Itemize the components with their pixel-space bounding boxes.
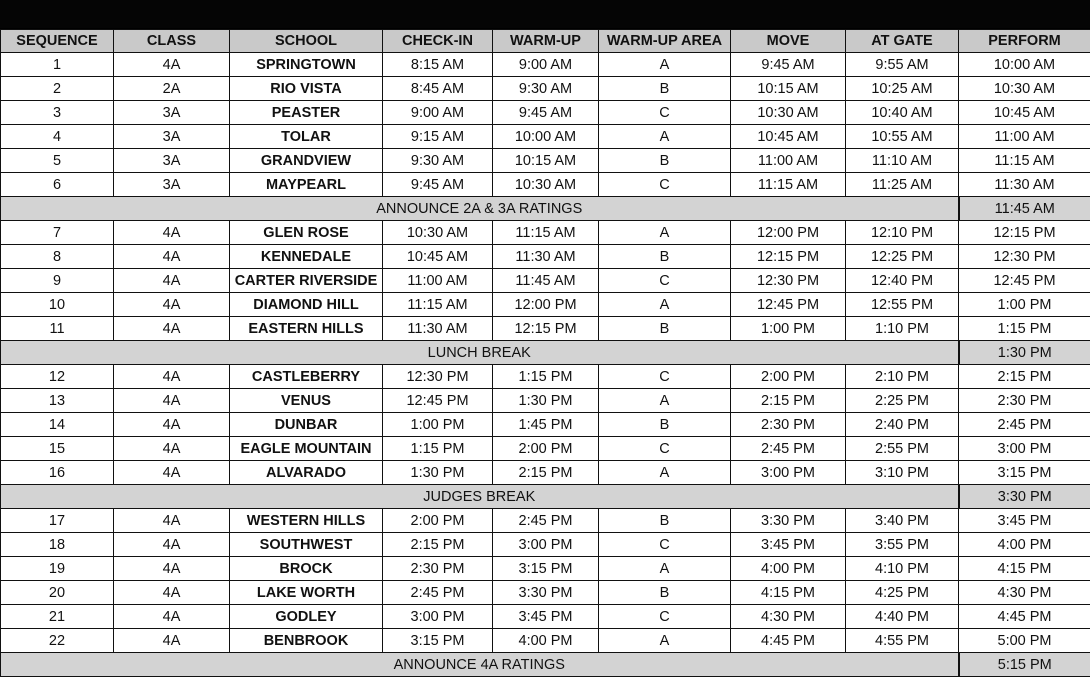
at-gate-cell: 12:25 PM: [846, 245, 959, 269]
move-cell: 11:15 AM: [731, 173, 846, 197]
move-cell: 9:45 AM: [731, 53, 846, 77]
school-cell: GODLEY: [230, 605, 383, 629]
break-row: [1, 653, 1090, 677]
perform-cell: 5:00 PM: [959, 629, 1090, 653]
school-cell: BROCK: [230, 557, 383, 581]
table-row: [1, 629, 1090, 653]
class-cell: 3A: [114, 149, 230, 173]
warm-up-cell: 9:00 AM: [493, 53, 599, 77]
table-row: [1, 149, 1090, 173]
perform-cell: 10:30 AM: [959, 77, 1090, 101]
school-cell: KENNEDALE: [230, 245, 383, 269]
school-cell: TOLAR: [230, 125, 383, 149]
move-cell: 12:15 PM: [731, 245, 846, 269]
class-cell: 2A: [114, 77, 230, 101]
move-cell: 4:45 PM: [731, 629, 846, 653]
header-warm-up: WARM-UP: [493, 30, 599, 53]
at-gate-cell: 3:10 PM: [846, 461, 959, 485]
check-in-cell: 8:15 AM: [383, 53, 493, 77]
move-cell: 4:15 PM: [731, 581, 846, 605]
header-move: MOVE: [731, 30, 846, 53]
move-cell: 10:15 AM: [731, 77, 846, 101]
class-cell: 4A: [114, 269, 230, 293]
move-cell: 12:30 PM: [731, 269, 846, 293]
class-cell: 4A: [114, 581, 230, 605]
sequence-cell: 2: [1, 77, 114, 101]
warm-up-cell: 12:00 PM: [493, 293, 599, 317]
warm-up-cell: 2:15 PM: [493, 461, 599, 485]
class-cell: 3A: [114, 101, 230, 125]
check-in-cell: 3:15 PM: [383, 629, 493, 653]
check-in-cell: 9:15 AM: [383, 125, 493, 149]
at-gate-cell: 2:55 PM: [846, 437, 959, 461]
table-row: [1, 461, 1090, 485]
at-gate-cell: 11:10 AM: [846, 149, 959, 173]
class-cell: 4A: [114, 53, 230, 77]
check-in-cell: 9:00 AM: [383, 101, 493, 125]
school-cell: BENBROOK: [230, 629, 383, 653]
move-cell: 2:00 PM: [731, 365, 846, 389]
warm-up-cell: 10:00 AM: [493, 125, 599, 149]
school-cell: RIO VISTA: [230, 77, 383, 101]
school-cell: VENUS: [230, 389, 383, 413]
school-cell: EASTERN HILLS: [230, 317, 383, 341]
class-cell: 4A: [114, 413, 230, 437]
perform-cell: 3:15 PM: [959, 461, 1090, 485]
sequence-cell: 6: [1, 173, 114, 197]
warm-up-cell: 4:00 PM: [493, 629, 599, 653]
break-label: ANNOUNCE 2A & 3A RATINGS: [1, 197, 959, 221]
warm-up-area-cell: C: [599, 605, 731, 629]
check-in-cell: 2:30 PM: [383, 557, 493, 581]
break-time: 5:15 PM: [959, 653, 1090, 677]
move-cell: 3:30 PM: [731, 509, 846, 533]
check-in-cell: 10:45 AM: [383, 245, 493, 269]
check-in-cell: 9:45 AM: [383, 173, 493, 197]
move-cell: 3:00 PM: [731, 461, 846, 485]
school-cell: ALVARADO: [230, 461, 383, 485]
check-in-cell: 12:45 PM: [383, 389, 493, 413]
sequence-cell: 9: [1, 269, 114, 293]
move-cell: 10:45 AM: [731, 125, 846, 149]
top-black-bar: [0, 0, 1090, 29]
sequence-cell: 10: [1, 293, 114, 317]
at-gate-cell: 3:40 PM: [846, 509, 959, 533]
schedule-body: [1, 53, 1090, 677]
check-in-cell: 1:15 PM: [383, 437, 493, 461]
perform-cell: 4:30 PM: [959, 581, 1090, 605]
warm-up-area-cell: A: [599, 629, 731, 653]
table-row: [1, 77, 1090, 101]
header-perform: PERFORM: [959, 30, 1090, 53]
break-time: 1:30 PM: [959, 341, 1090, 365]
warm-up-cell: 10:30 AM: [493, 173, 599, 197]
table-row: [1, 317, 1090, 341]
sequence-cell: 4: [1, 125, 114, 149]
school-cell: DUNBAR: [230, 413, 383, 437]
warm-up-cell: 11:15 AM: [493, 221, 599, 245]
check-in-cell: 12:30 PM: [383, 365, 493, 389]
at-gate-cell: 10:25 AM: [846, 77, 959, 101]
table-row: [1, 605, 1090, 629]
sequence-cell: 16: [1, 461, 114, 485]
perform-cell: 11:15 AM: [959, 149, 1090, 173]
perform-cell: 12:30 PM: [959, 245, 1090, 269]
break-row: [1, 485, 1090, 509]
table-row: [1, 365, 1090, 389]
school-cell: LAKE WORTH: [230, 581, 383, 605]
table-row: [1, 437, 1090, 461]
class-cell: 3A: [114, 125, 230, 149]
school-cell: GRANDVIEW: [230, 149, 383, 173]
header-check-in: CHECK-IN: [383, 30, 493, 53]
class-cell: 4A: [114, 605, 230, 629]
at-gate-cell: 10:55 AM: [846, 125, 959, 149]
move-cell: 10:30 AM: [731, 101, 846, 125]
perform-cell: 12:15 PM: [959, 221, 1090, 245]
table-row: [1, 173, 1090, 197]
sequence-cell: 21: [1, 605, 114, 629]
class-cell: 4A: [114, 317, 230, 341]
warm-up-area-cell: B: [599, 149, 731, 173]
table-row: [1, 125, 1090, 149]
perform-cell: 4:00 PM: [959, 533, 1090, 557]
sequence-cell: 5: [1, 149, 114, 173]
sequence-cell: 20: [1, 581, 114, 605]
table-row: [1, 53, 1090, 77]
warm-up-area-cell: C: [599, 365, 731, 389]
warm-up-cell: 2:45 PM: [493, 509, 599, 533]
warm-up-area-cell: A: [599, 293, 731, 317]
warm-up-area-cell: C: [599, 101, 731, 125]
class-cell: 4A: [114, 293, 230, 317]
warm-up-area-cell: A: [599, 221, 731, 245]
perform-cell: 2:30 PM: [959, 389, 1090, 413]
move-cell: 2:15 PM: [731, 389, 846, 413]
header-class: CLASS: [114, 30, 230, 53]
sequence-cell: 19: [1, 557, 114, 581]
sequence-cell: 12: [1, 365, 114, 389]
sequence-cell: 14: [1, 413, 114, 437]
warm-up-cell: 3:15 PM: [493, 557, 599, 581]
table-row: [1, 413, 1090, 437]
perform-cell: 11:00 AM: [959, 125, 1090, 149]
warm-up-area-cell: B: [599, 509, 731, 533]
perform-cell: 3:45 PM: [959, 509, 1090, 533]
header-row: [1, 30, 1090, 53]
table-row: [1, 245, 1090, 269]
sequence-cell: 17: [1, 509, 114, 533]
warm-up-cell: 2:00 PM: [493, 437, 599, 461]
table-row: [1, 509, 1090, 533]
school-cell: GLEN ROSE: [230, 221, 383, 245]
warm-up-cell: 3:30 PM: [493, 581, 599, 605]
move-cell: 4:30 PM: [731, 605, 846, 629]
at-gate-cell: 1:10 PM: [846, 317, 959, 341]
at-gate-cell: 4:55 PM: [846, 629, 959, 653]
school-cell: SOUTHWEST: [230, 533, 383, 557]
check-in-cell: 8:45 AM: [383, 77, 493, 101]
break-label: ANNOUNCE 4A RATINGS: [1, 653, 959, 677]
move-cell: 4:00 PM: [731, 557, 846, 581]
warm-up-area-cell: B: [599, 245, 731, 269]
check-in-cell: 2:15 PM: [383, 533, 493, 557]
perform-cell: 2:45 PM: [959, 413, 1090, 437]
header-at-gate: AT GATE: [846, 30, 959, 53]
school-cell: WESTERN HILLS: [230, 509, 383, 533]
at-gate-cell: 4:40 PM: [846, 605, 959, 629]
warm-up-cell: 1:30 PM: [493, 389, 599, 413]
move-cell: 2:45 PM: [731, 437, 846, 461]
warm-up-area-cell: C: [599, 269, 731, 293]
class-cell: 4A: [114, 437, 230, 461]
sequence-cell: 7: [1, 221, 114, 245]
class-cell: 3A: [114, 173, 230, 197]
class-cell: 4A: [114, 365, 230, 389]
break-label: JUDGES BREAK: [1, 485, 959, 509]
perform-cell: 1:00 PM: [959, 293, 1090, 317]
perform-cell: 4:15 PM: [959, 557, 1090, 581]
sequence-cell: 11: [1, 317, 114, 341]
warm-up-cell: 1:45 PM: [493, 413, 599, 437]
check-in-cell: 11:30 AM: [383, 317, 493, 341]
warm-up-cell: 9:45 AM: [493, 101, 599, 125]
check-in-cell: 1:30 PM: [383, 461, 493, 485]
move-cell: 11:00 AM: [731, 149, 846, 173]
header-school: SCHOOL: [230, 30, 383, 53]
check-in-cell: 1:00 PM: [383, 413, 493, 437]
table-row: [1, 293, 1090, 317]
check-in-cell: 10:30 AM: [383, 221, 493, 245]
at-gate-cell: 4:10 PM: [846, 557, 959, 581]
break-row: [1, 341, 1090, 365]
table-row: [1, 101, 1090, 125]
sequence-cell: 13: [1, 389, 114, 413]
table-row: [1, 557, 1090, 581]
break-time: 11:45 AM: [959, 197, 1090, 221]
perform-cell: 2:15 PM: [959, 365, 1090, 389]
warm-up-cell: 9:30 AM: [493, 77, 599, 101]
move-cell: 2:30 PM: [731, 413, 846, 437]
warm-up-area-cell: A: [599, 125, 731, 149]
at-gate-cell: 3:55 PM: [846, 533, 959, 557]
break-label: LUNCH BREAK: [1, 341, 959, 365]
perform-cell: 10:45 AM: [959, 101, 1090, 125]
warm-up-area-cell: A: [599, 461, 731, 485]
check-in-cell: 11:15 AM: [383, 293, 493, 317]
table-row: [1, 269, 1090, 293]
check-in-cell: 2:00 PM: [383, 509, 493, 533]
warm-up-area-cell: C: [599, 437, 731, 461]
warm-up-cell: 1:15 PM: [493, 365, 599, 389]
at-gate-cell: 2:40 PM: [846, 413, 959, 437]
warm-up-area-cell: A: [599, 557, 731, 581]
school-cell: DIAMOND HILL: [230, 293, 383, 317]
perform-cell: 11:30 AM: [959, 173, 1090, 197]
sequence-cell: 3: [1, 101, 114, 125]
school-cell: CASTLEBERRY: [230, 365, 383, 389]
perform-cell: 4:45 PM: [959, 605, 1090, 629]
warm-up-cell: 11:30 AM: [493, 245, 599, 269]
table-row: [1, 581, 1090, 605]
table-row: [1, 221, 1090, 245]
warm-up-cell: 12:15 PM: [493, 317, 599, 341]
header-sequence: SEQUENCE: [1, 30, 114, 53]
perform-cell: 12:45 PM: [959, 269, 1090, 293]
perform-cell: 10:00 AM: [959, 53, 1090, 77]
warm-up-area-cell: C: [599, 173, 731, 197]
at-gate-cell: 2:10 PM: [846, 365, 959, 389]
class-cell: 4A: [114, 461, 230, 485]
at-gate-cell: 10:40 AM: [846, 101, 959, 125]
warm-up-cell: 3:00 PM: [493, 533, 599, 557]
school-cell: SPRINGTOWN: [230, 53, 383, 77]
school-cell: MAYPEARL: [230, 173, 383, 197]
warm-up-area-cell: A: [599, 53, 731, 77]
warm-up-area-cell: C: [599, 533, 731, 557]
move-cell: 12:00 PM: [731, 221, 846, 245]
warm-up-area-cell: B: [599, 581, 731, 605]
class-cell: 4A: [114, 245, 230, 269]
at-gate-cell: 2:25 PM: [846, 389, 959, 413]
header-warm-up-area: WARM-UP AREA: [599, 30, 731, 53]
warm-up-area-cell: B: [599, 413, 731, 437]
school-cell: PEASTER: [230, 101, 383, 125]
warm-up-cell: 3:45 PM: [493, 605, 599, 629]
break-row: [1, 197, 1090, 221]
check-in-cell: 2:45 PM: [383, 581, 493, 605]
warm-up-area-cell: B: [599, 317, 731, 341]
perform-cell: 3:00 PM: [959, 437, 1090, 461]
perform-cell: 1:15 PM: [959, 317, 1090, 341]
school-cell: EAGLE MOUNTAIN: [230, 437, 383, 461]
check-in-cell: 3:00 PM: [383, 605, 493, 629]
table-row: [1, 389, 1090, 413]
sequence-cell: 8: [1, 245, 114, 269]
sequence-cell: 15: [1, 437, 114, 461]
at-gate-cell: 12:40 PM: [846, 269, 959, 293]
move-cell: 1:00 PM: [731, 317, 846, 341]
warm-up-cell: 10:15 AM: [493, 149, 599, 173]
table-row: [1, 533, 1090, 557]
class-cell: 4A: [114, 509, 230, 533]
class-cell: 4A: [114, 557, 230, 581]
class-cell: 4A: [114, 533, 230, 557]
at-gate-cell: 4:25 PM: [846, 581, 959, 605]
class-cell: 4A: [114, 629, 230, 653]
move-cell: 12:45 PM: [731, 293, 846, 317]
warm-up-area-cell: B: [599, 77, 731, 101]
class-cell: 4A: [114, 221, 230, 245]
move-cell: 3:45 PM: [731, 533, 846, 557]
at-gate-cell: 12:55 PM: [846, 293, 959, 317]
break-time: 3:30 PM: [959, 485, 1090, 509]
class-cell: 4A: [114, 389, 230, 413]
check-in-cell: 11:00 AM: [383, 269, 493, 293]
check-in-cell: 9:30 AM: [383, 149, 493, 173]
at-gate-cell: 9:55 AM: [846, 53, 959, 77]
sequence-cell: 22: [1, 629, 114, 653]
at-gate-cell: 12:10 PM: [846, 221, 959, 245]
warm-up-cell: 11:45 AM: [493, 269, 599, 293]
sequence-cell: 18: [1, 533, 114, 557]
performance-schedule-table: [0, 29, 1090, 677]
warm-up-area-cell: A: [599, 389, 731, 413]
sequence-cell: 1: [1, 53, 114, 77]
school-cell: CARTER RIVERSIDE: [230, 269, 383, 293]
at-gate-cell: 11:25 AM: [846, 173, 959, 197]
